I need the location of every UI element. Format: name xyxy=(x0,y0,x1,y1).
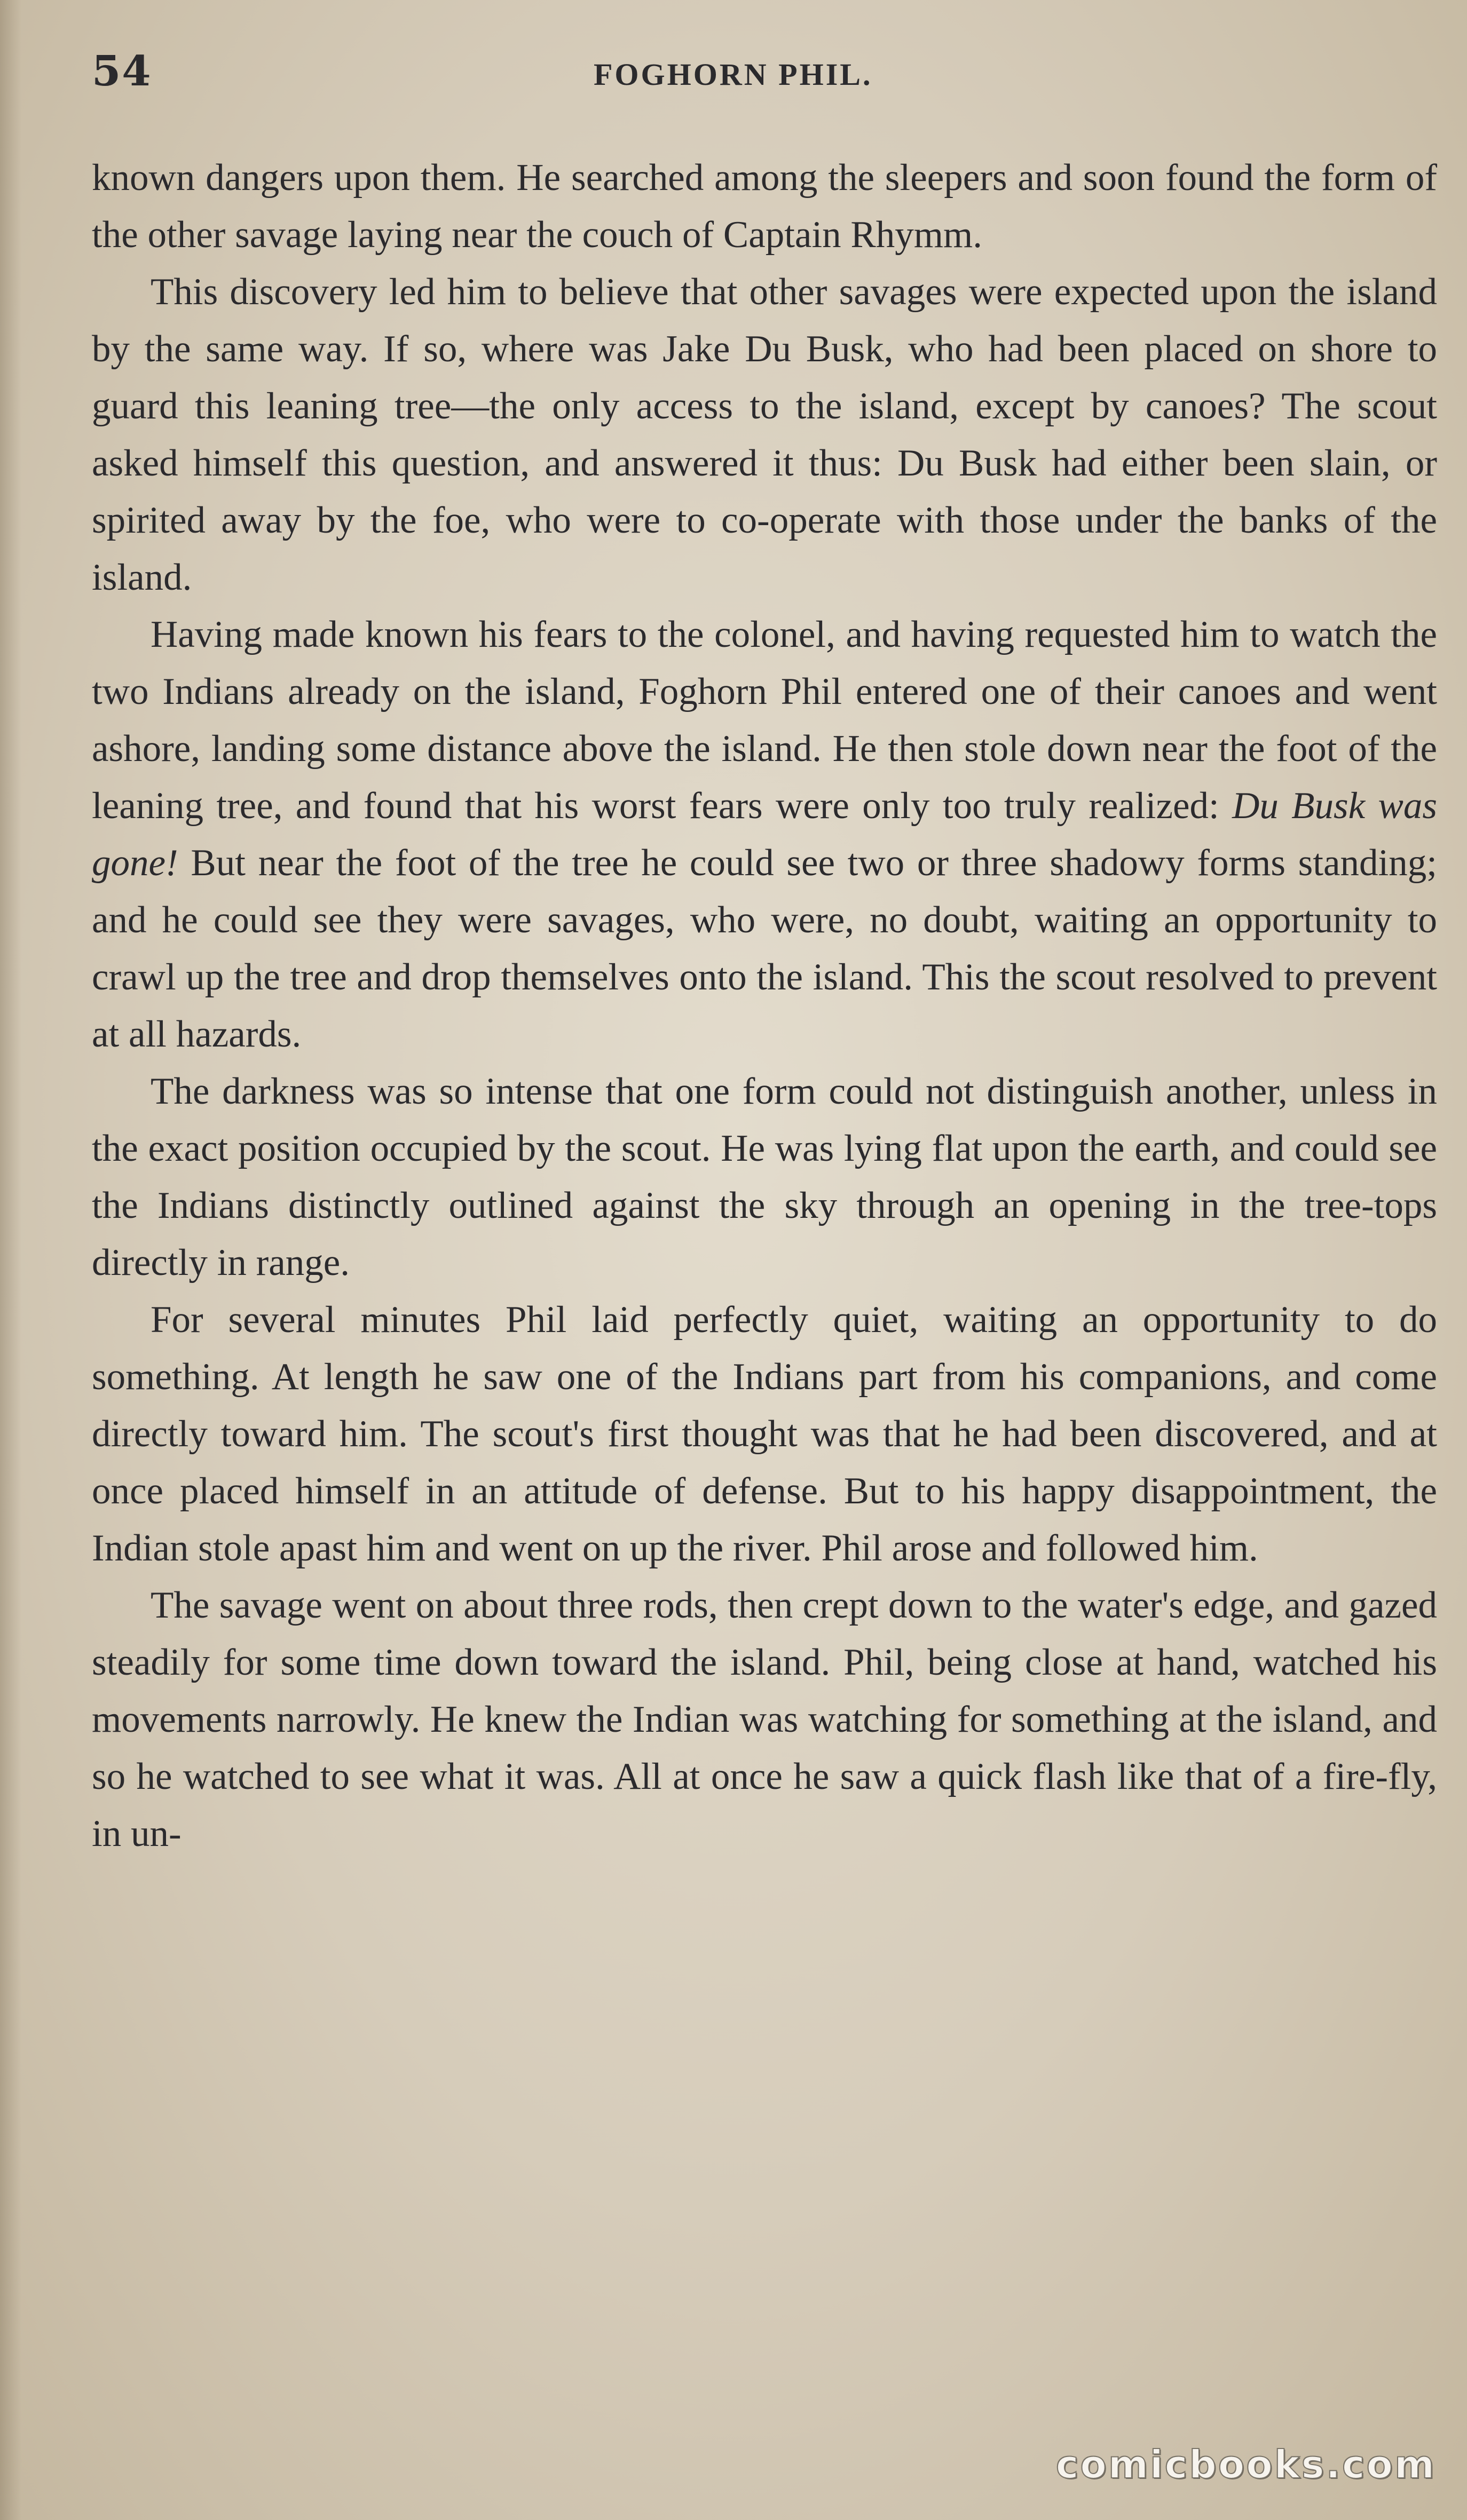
paragraph xyxy=(92,606,1437,1063)
paragraph: The savage went on about three rods, then crept down to the water's edge, and gazed steadily for some time down toward the island. Phil, being close at hand, watched his movements narrowly. He knew the Indian was watching for something at the island, and so he watched to see what it was. All at once he saw a quick flash like that of a fire-fly, in un- xyxy=(92,1584,1437,1855)
paragraph-text: But near the foot of the tree he could see two or three shadowy forms standing; and he could see they were savages, who were, no doubt, waiting an opportunity to crawl up the tree and drop themselves onto the island. This the scout resolved to prevent at all hazards. xyxy=(92,842,1437,1055)
paragraph-text: Having made known his fears to the colonel, and having requested him to watch the two Indians already on the island, Foghorn Phil entered one of their canoes and went ashore, landing some distance above the island. He then stole down near the foot of the leaning tree, and found that his worst fears were only too truly realized: xyxy=(92,614,1437,827)
paragraph: For several minutes Phil laid perfectly quiet, waiting an opportunity to do something. At length he saw one of the Indians part from his companions, and come directly toward him. The scout's first thought was that he had been discovered, and at once placed himself in an attitude of defense. But to his happy disappointment, the Indian stole apast him and went on up the river. Phil arose and followed him. xyxy=(92,1299,1437,1569)
page-number: 54 xyxy=(92,47,152,96)
italic-emphasis: Du Busk was gone! xyxy=(92,785,1438,884)
body-text xyxy=(92,149,1437,1863)
watermark: comicbooks.com xyxy=(1055,2442,1436,2487)
page-edge-shadow xyxy=(0,0,21,2520)
paragraph: known dangers upon them. He searched among the sleepers and soon found the form of the other savage laying near the couch of Captain Rhymm. xyxy=(92,157,1437,256)
page-header xyxy=(92,47,1435,100)
running-head: FOGHORN PHIL. xyxy=(594,57,873,92)
paragraph: The darkness was so intense that one form could not distinguish another, unless in the exact position occupied by the scout. He was lying flat upon the earth, and could see the Indians distinctly outlined against the sky through an opening in the tree-tops directly in range. xyxy=(92,1071,1437,1283)
paragraph: This discovery led him to believe that other savages were expected upon the island by the same way. If so, where was Jake Du Busk, who had been placed on shore to guard this leaning tree—the only access to the island, except by canoes? The scout asked himself this question, and answered it thus: Du Busk had either been slain, or spirited away by the foe, who were to co-operate with those under the banks of the island. xyxy=(92,271,1437,598)
